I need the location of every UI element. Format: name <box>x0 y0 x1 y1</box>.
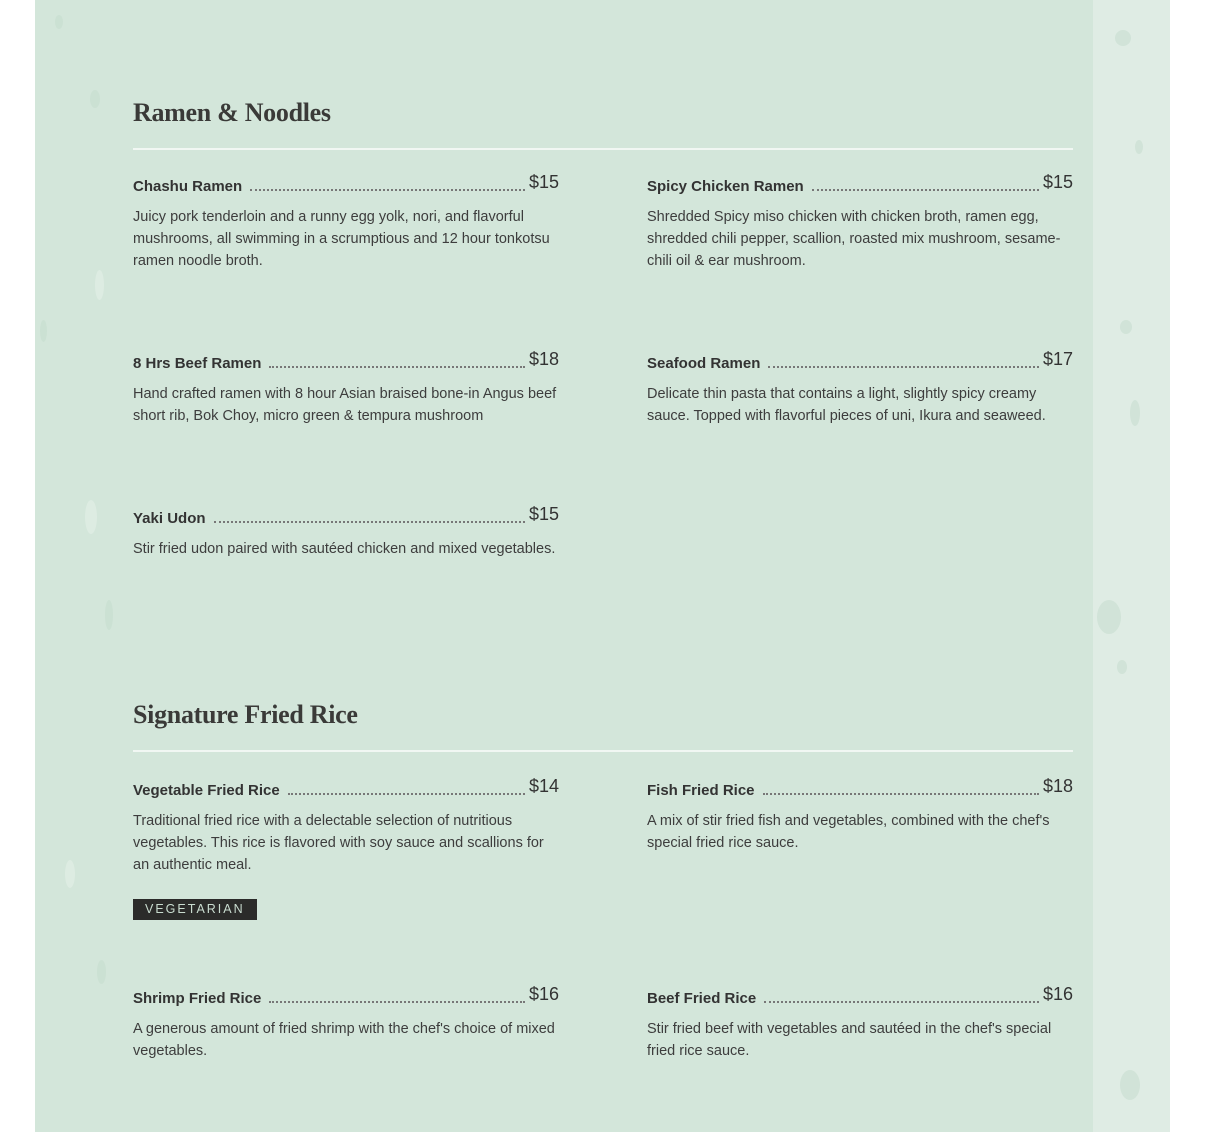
item-description: Shredded Spicy miso chicken with chicken broth, ramen egg, shredded chili pepper, scallion, roasted mix mushroom, sesame-chili oil & ear mushroom. <box>647 209 1061 269</box>
section-title: Ramen & Noodles <box>133 98 331 127</box>
texture-speck <box>1120 1070 1140 1100</box>
menu-item-header <box>133 172 559 196</box>
texture-speck <box>1117 660 1127 674</box>
item-name: Yaki Udon <box>133 510 206 527</box>
dot-leader <box>269 366 525 368</box>
texture-speck <box>1130 400 1140 426</box>
item-name: Chashu Ramen <box>133 178 243 195</box>
item-price: $16 <box>1042 984 1073 1004</box>
dot-leader <box>250 189 525 191</box>
item-price: $17 <box>1042 349 1073 369</box>
dot-leader <box>812 189 1039 191</box>
menu-page <box>35 0 1170 1132</box>
texture-speck <box>1097 600 1121 634</box>
item-name: Seafood Ramen <box>647 355 761 372</box>
menu-content <box>133 0 1073 1132</box>
item-description: Juicy pork tenderloin and a runny egg yolk, nori, and flavorful mushrooms, all swimming in a scrumptious and 12 hour tonkotsu ramen noodle broth. <box>133 209 550 269</box>
item-price: $15 <box>1042 172 1073 192</box>
section-title: Signature Fried Rice <box>133 700 358 729</box>
item-description: Traditional fried rice with a delectable selection of nutritious vegetables. This rice is flavored with soy sauce and scallions for an authentic meal. <box>133 813 544 873</box>
texture-speck <box>1120 320 1132 334</box>
item-description: Stir fried udon paired with sautéed chicken and mixed vegetables. <box>133 541 556 557</box>
menu-item-header <box>133 349 559 373</box>
texture-speck <box>1135 140 1143 154</box>
section-divider <box>133 750 1073 752</box>
dot-leader <box>763 793 1039 795</box>
dot-leader <box>764 1001 1039 1003</box>
texture-speck <box>85 500 97 534</box>
item-description: A mix of stir fried fish and vegetables, combined with the chef's special fried rice sauce. <box>647 813 1050 851</box>
menu-item-header <box>133 984 559 1008</box>
item-price: $15 <box>528 172 559 192</box>
texture-speck <box>90 90 100 108</box>
item-price: $15 <box>528 504 559 524</box>
texture-speck <box>65 860 75 888</box>
item-name: Spicy Chicken Ramen <box>647 178 804 195</box>
item-name: Fish Fried Rice <box>647 782 755 799</box>
texture-speck <box>97 960 106 984</box>
section-divider <box>133 148 1073 150</box>
item-name: Beef Fried Rice <box>647 990 757 1007</box>
item-price: $18 <box>1042 776 1073 796</box>
texture-speck <box>1115 30 1131 46</box>
item-description: Delicate thin pasta that contains a light, slightly spicy creamy sauce. Topped with flavorful pieces of uni, Ikura and seaweed. <box>647 386 1046 424</box>
background-edge-strip <box>1093 0 1170 1132</box>
section-signature-fried-rice <box>133 700 1073 1100</box>
texture-speck <box>55 15 63 29</box>
texture-speck <box>95 270 104 300</box>
dot-leader <box>768 366 1039 368</box>
item-price: $14 <box>528 776 559 796</box>
item-description: Hand crafted ramen with 8 hour Asian braised bone-in Angus beef short rib, Bok Choy, micro green & tempura mushroom <box>133 386 557 424</box>
vegetarian-badge: VEGETARIAN <box>133 899 257 920</box>
menu-item-header <box>647 984 1073 1008</box>
item-name: Vegetable Fried Rice <box>133 782 280 799</box>
menu-item-header <box>647 776 1073 800</box>
dot-leader <box>269 1001 525 1003</box>
item-price: $16 <box>528 984 559 1004</box>
item-description: Stir fried beef with vegetables and sautéed in the chef's special fried rice sauce. <box>647 1021 1052 1059</box>
item-name: Shrimp Fried Rice <box>133 990 262 1007</box>
texture-speck <box>40 320 47 342</box>
menu-item-header <box>133 504 559 528</box>
dot-leader <box>288 793 525 795</box>
item-description: A generous amount of fried shrimp with the chef's choice of mixed vegetables. <box>133 1021 555 1059</box>
menu-item-header <box>647 349 1073 373</box>
menu-item-header <box>133 776 559 800</box>
dot-leader <box>214 521 525 523</box>
texture-speck <box>105 600 113 630</box>
menu-item-header <box>647 172 1073 196</box>
item-price: $18 <box>528 349 559 369</box>
item-name: 8 Hrs Beef Ramen <box>133 355 262 372</box>
section-ramen-noodles <box>133 98 1073 598</box>
